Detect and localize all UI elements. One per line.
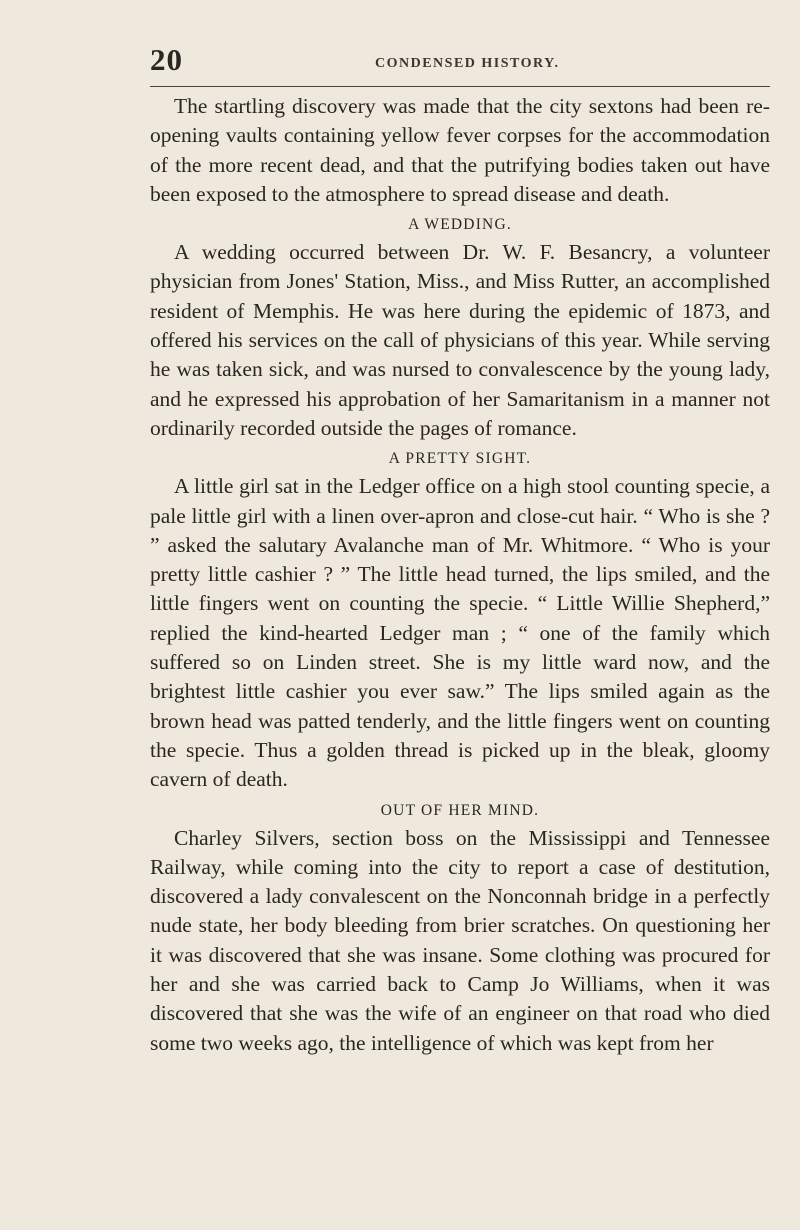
header-rule bbox=[150, 86, 770, 87]
heading-a-wedding: A WEDDING. bbox=[408, 216, 512, 234]
heading-a-pretty-sight: A PRETTY SIGHT. bbox=[388, 450, 532, 468]
page-header bbox=[150, 42, 770, 82]
page-body bbox=[150, 92, 770, 1058]
heading-out-of-her-mind: OUT OF HER MIND. bbox=[380, 801, 540, 819]
paragraph-out-of-her-mind: Charley Silvers, section boss on the Mississippi and Tennessee Railway, while coming into the city to report a case of destitution, discovered a lady convalescent on the Nonconnah bridge in a perfectly nude state, her body bleeding from brier scratches. On questioning her it was discovered that she was insane. Some clothing was procured for her and she was carried back to Camp Jo Williams, when it was discovered that she was the wife of an engineer on that road who died some two weeks ago, the intelligence of which was kept from her bbox=[150, 825, 770, 1055]
running-head: CONDENSED HISTORY. bbox=[375, 56, 560, 71]
paragraph-pretty-sight: A little girl sat in the Ledger office on a high stool counting specie, a pale little girl with a linen over-apron and close-cut hair. “ Who is she ? ” asked the salutary Avalanche man of Mr. Whitmore. “ Who is your pretty little cashier ? ” The little head turned, the lips smiled, and the little fingers went on counting the specie. “ Little Willie Shepherd,” replied the kind-hearted Ledger man ; “ one of the family which suffered so on Linden street. She is my little ward now, and the brightest little cashier you ever saw.” The lips smiled again as the brown head was patted tenderly, and the little fingers went on counting the specie. Thus a golden thread is picked up in the bleak, gloomy cavern of death. bbox=[150, 474, 770, 792]
paragraph-wedding: A wedding occurred between Dr. W. F. Besancry, a volunteer physician from Jones' Station, Miss., and Miss Rutter, an accomplished resident of Memphis. He was here during the epidemic of 1873, and offered his services on the call of physicians of this year. While serving he was taken sick, and was nursed to convalescence by the young lady, and he expressed his approbation of her Samaritanism in a manner not ordinarily recorded outside the pages of romance. bbox=[150, 240, 770, 440]
paragraph-sextons: The startling discovery was made that the city sextons had been re-opening vaults containing yellow fever corpses for the accommodation of the more recent dead, and that the putrifying bodies taken out have been exposed to the atmosphere to spread disease and death. bbox=[150, 94, 770, 206]
page-number: 20 bbox=[150, 42, 183, 77]
